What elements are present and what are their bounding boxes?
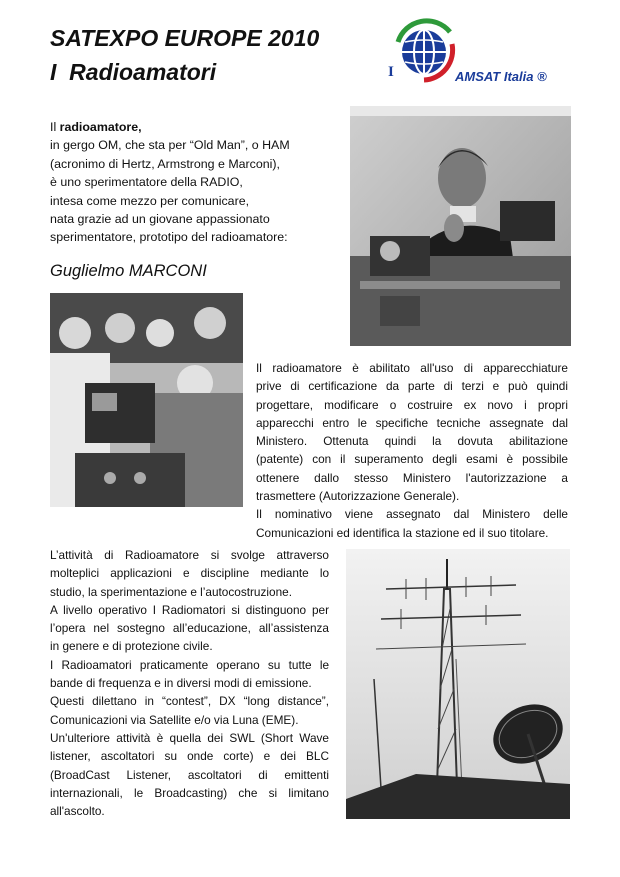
text-line: I Radioamatori praticamente operano su tutte le: [50, 657, 329, 672]
activities-paragraph: [50, 546, 329, 820]
marconi-photo: [350, 106, 571, 346]
text-line: A livello operativo I Radiomatori si distinguono per: [50, 602, 329, 617]
intro-line: in gergo OM, che sta per “Old Man”, o HAM: [50, 138, 290, 153]
licensing-paragraph: [256, 359, 568, 542]
text-line: Il radioamatore è abilitato all'uso di apparecchiature: [256, 361, 568, 375]
text-line: Un'ulteriore attività è quella dei SWL (Short Wave: [50, 730, 329, 745]
logo-letter: I: [388, 64, 394, 80]
page-subtitle: I Radioamatori: [50, 59, 217, 85]
text-line: Il nominativo viene assegnato dal Ministero delle: [256, 507, 568, 522]
text-line: (patente) con il superamento degli esami è possibile: [256, 452, 568, 467]
text-line: bande di frequenza e in diversi modi di emissione.: [50, 676, 312, 691]
operators-photo: [50, 293, 243, 507]
text-line: Ministero. Ottenuta quindi la dovuta abilitazione: [256, 434, 568, 449]
text-line: ottenere dallo stesso Ministero l'autorizzazione a: [256, 470, 568, 485]
intro-line-1: Il radioamatore,: [50, 120, 142, 134]
intro-line: sperimentatore, prototipo del radioamatore:: [50, 230, 288, 245]
intro-line: intesa come mezzo per comunicare,: [50, 193, 250, 208]
text-line: (BroadCast Listener, ascoltatori di emittenti: [50, 767, 329, 782]
text-line: Comunicazioni ed identifica la stazione ed il suo titolare.: [256, 525, 549, 540]
antenna-photo: [346, 549, 570, 819]
amsat-logo: [384, 14, 464, 86]
page-title: SATEXPO EUROPE 2010: [50, 25, 320, 51]
intro-line: nata grazie ad un giovane appassionato: [50, 212, 270, 227]
text-line: l’opera nel sostegno all’educazione, all’assistenza: [50, 621, 329, 636]
marconi-name: Guglielmo MARCONI: [50, 262, 207, 280]
globe-icon: [384, 14, 464, 86]
intro-line: (acronimo di Hertz, Armstrong e Marconi),: [50, 156, 280, 171]
text-line: listener, ascoltatori su onde corte) e dei BLC: [50, 749, 329, 764]
text-line: apparecchi entro le specifiche tecniche assegnate dal: [256, 415, 568, 430]
logo-brand: AMSAT Italia ®: [455, 69, 547, 84]
text-line: L’attività di Radioamatore si svolge attraverso: [50, 548, 329, 562]
text-line: studio, la sperimentazione e l’autocostruzione.: [50, 584, 292, 599]
intro-paragraph: [50, 118, 290, 247]
text-line: molteplici applicazioni e discipline mediante lo: [50, 566, 329, 581]
text-line: Questi dilettano in “contest”, DX “long distance”,: [50, 694, 329, 709]
text-line: progettare, modificare o costruire ex novo i propri: [256, 397, 568, 412]
text-line: internazionali, le Broadcasting) che si limitano: [50, 785, 329, 800]
text-line: Comunicazioni via Satellite e/o via Luna (EME).: [50, 712, 299, 727]
intro-line: è uno sperimentatore della RADIO,: [50, 175, 243, 190]
text-line: trasmettere (Autorizzazione Generale).: [256, 489, 460, 504]
text-line: all'ascolto.: [50, 804, 105, 819]
text-line: in genere e di protezione civile.: [50, 639, 213, 654]
text-line: prive di certificazione da parte di terzi e può quindi: [256, 379, 568, 394]
